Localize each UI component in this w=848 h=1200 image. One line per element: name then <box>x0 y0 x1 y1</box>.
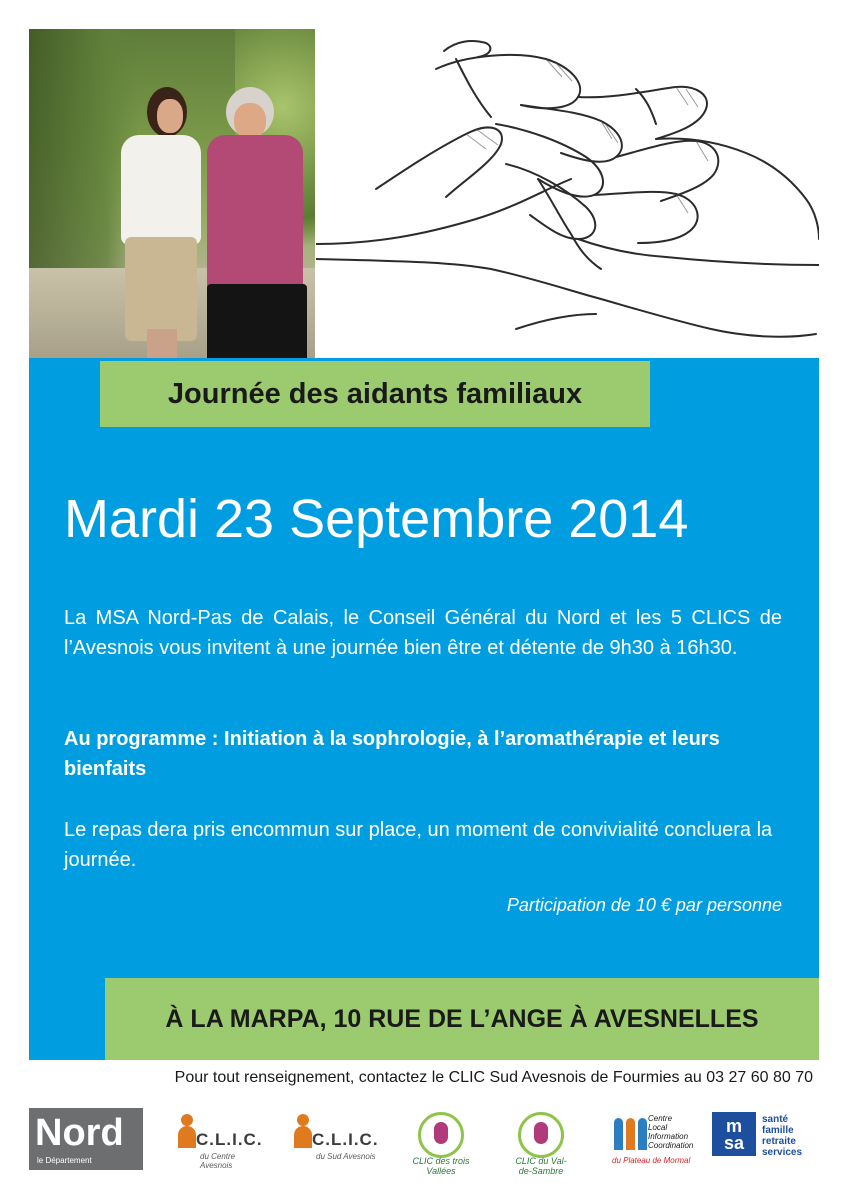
woman-1-legs <box>147 329 177 358</box>
clic-plateau-logo <box>612 1108 704 1170</box>
msa-mark-top: m <box>725 1116 742 1136</box>
hands-sketch <box>316 29 819 358</box>
event-title: Journée des aidants familiaux <box>167 377 583 410</box>
person-icon <box>176 1114 198 1148</box>
clic-plateau-line: Local <box>648 1123 668 1132</box>
clic-trois-vallees-logo <box>410 1108 472 1176</box>
clic-sud-name: C.L.I.C. <box>312 1130 379 1149</box>
woman-2-skirt <box>207 284 307 358</box>
nord-logo-name: Nord <box>35 1112 124 1154</box>
clic-centre-name: C.L.I.C. <box>196 1130 263 1149</box>
woman-2-face <box>234 103 266 139</box>
title-banner <box>100 361 650 427</box>
msa-words <box>762 1114 802 1158</box>
msa-word: services <box>762 1147 803 1158</box>
photo-two-women <box>29 29 315 358</box>
info-panel <box>29 358 819 1060</box>
event-date: Mardi 23 Septembre 2014 <box>64 489 689 549</box>
msa-mark-bottom: sa <box>723 1133 745 1153</box>
clic-trois-vallees-label: CLIC des trois Vallées <box>412 1156 470 1176</box>
address-banner <box>105 978 819 1060</box>
clic-val-de-sambre-logo <box>510 1108 572 1176</box>
msa-logo <box>712 1108 814 1160</box>
nord-logo <box>29 1108 143 1170</box>
msa-word: famille <box>762 1125 794 1136</box>
clic-plateau-line: Centre <box>648 1114 673 1123</box>
program-paragraph: Au programme : Initiation à la sophrologie, à l’aromathérapie et leurs bienfaits <box>64 728 720 780</box>
person-icon <box>292 1114 314 1148</box>
address-text: À LA MARPA, 10 RUE DE L’ANGE À AVESNELLES <box>165 1004 759 1033</box>
woman-2-top <box>207 135 303 295</box>
clic-val-de-sambre-label: CLIC du Val-de-Sambre <box>515 1156 567 1176</box>
intro-paragraph: La MSA Nord-Pas de Calais, le Conseil Général du Nord et les 5 CLICS de l’Avesnois vous invitent à une journée bien être et détente de 9h30 à 16h30. <box>64 607 782 659</box>
msa-word: retraite <box>762 1136 796 1147</box>
figure-icon <box>434 1122 448 1144</box>
price-note: Participation de 10 € par personne <box>506 895 782 915</box>
figure-icon <box>534 1122 548 1144</box>
msa-mark <box>712 1112 756 1156</box>
clic-sud-sub: du Sud Avesnois <box>316 1152 376 1161</box>
nord-logo-sub: le Département <box>37 1156 92 1165</box>
clic-centre-sub: du Centre Avesnois <box>200 1152 236 1170</box>
msa-word: santé <box>762 1114 789 1125</box>
meal-paragraph: Le repas dera pris encommun sur place, un moment de convivialité concluera la journée. <box>64 819 773 871</box>
clic-plateau-lines <box>648 1114 693 1150</box>
clic-plateau-sub: du Plateau de Mormal <box>612 1156 691 1165</box>
people-icon <box>614 1118 648 1150</box>
woman-1-face <box>157 99 183 133</box>
hands-sketch-drawing <box>316 29 819 358</box>
woman-1-blouse <box>121 135 201 245</box>
contact-line: Pour tout renseignement, contactez le CLIC Sud Avesnois de Fourmies au 03 27 60 80 70 <box>174 1069 813 1086</box>
woman-1-skirt <box>125 237 197 341</box>
clic-plateau-line: Coordination <box>648 1141 694 1150</box>
clic-plateau-line: Information <box>648 1132 689 1141</box>
clic-centre-logo <box>170 1108 266 1170</box>
clic-sud-logo <box>286 1108 382 1170</box>
